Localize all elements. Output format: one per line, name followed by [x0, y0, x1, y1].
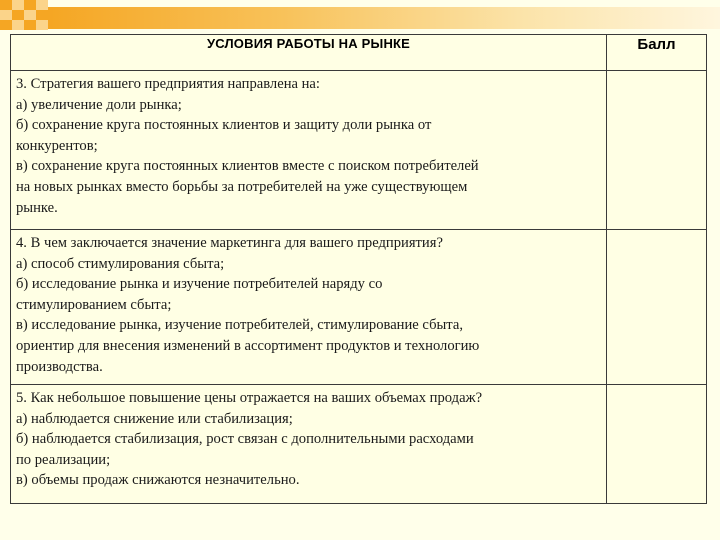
- question-line: б) сохранение круга постоянных клиентов и защиту доли рынка от: [16, 117, 432, 134]
- question-line: 5. Как небольшое повышение цены отражается на ваших объемах продаж?: [16, 390, 483, 406]
- decor-square: [36, 20, 48, 30]
- decor-top-bar: [48, 7, 720, 29]
- decor-square: [24, 0, 36, 10]
- decor-square: [0, 10, 12, 20]
- score-cell[interactable]: [607, 230, 707, 385]
- decor-square: [24, 20, 36, 30]
- question-line: рынке.: [16, 199, 58, 216]
- question-line: в) исследование рынка, изучение потребителей, стимулирование сбыта,: [16, 317, 463, 334]
- score-cell[interactable]: [607, 385, 707, 504]
- decor-square: [0, 0, 12, 10]
- question-line: в) объемы продаж снижаются незначительно.: [16, 472, 300, 489]
- question-line: по реализации;: [16, 451, 111, 468]
- decor-square: [36, 10, 48, 20]
- decor-square: [12, 20, 24, 30]
- question-cell: [11, 230, 607, 385]
- question-line: б) наблюдается стабилизация, рост связан с дополнительными расходами: [16, 431, 474, 448]
- question-line: в) сохранение круга постоянных клиентов вместе с поиском потребителей: [16, 158, 479, 175]
- market-conditions-table: [10, 34, 707, 504]
- table-row: [11, 385, 707, 504]
- question-line: а) наблюдается снижение или стабилизация;: [16, 410, 293, 427]
- question-line: б) исследование рынка и изучение потребителей наряду со: [16, 276, 383, 293]
- question-cell: [11, 71, 607, 230]
- decor-square: [36, 0, 48, 10]
- header-conditions: УСЛОВИЯ РАБОТЫ НА РЫНКЕ: [11, 35, 607, 71]
- question-line: производства.: [16, 358, 103, 375]
- decor-square: [12, 0, 24, 10]
- question-line: а) увеличение доли рынка;: [16, 96, 182, 113]
- header-score: Балл: [607, 35, 707, 71]
- question-line: на новых рынках вместо борьбы за потребителей на уже существующем: [16, 178, 468, 195]
- question-line: 4. В чем заключается значение маркетинга для вашего предприятия?: [16, 235, 443, 251]
- question-cell: [11, 385, 607, 504]
- decor-square: [0, 20, 12, 30]
- question-line: стимулированием сбыта;: [16, 296, 172, 313]
- question-line: конкурентов;: [16, 137, 98, 154]
- decor-square: [12, 10, 24, 20]
- question-line: 3. Стратегия вашего предприятия направлена на:: [16, 76, 320, 92]
- decor-square: [24, 10, 36, 20]
- score-cell[interactable]: [607, 71, 707, 230]
- table-header-row: [11, 35, 707, 71]
- table-row: [11, 71, 707, 230]
- question-line: а) способ стимулирования сбыта;: [16, 255, 225, 272]
- question-line: ориентир для внесения изменений в ассортимент продуктов и технологию: [16, 337, 480, 354]
- table-row: [11, 230, 707, 385]
